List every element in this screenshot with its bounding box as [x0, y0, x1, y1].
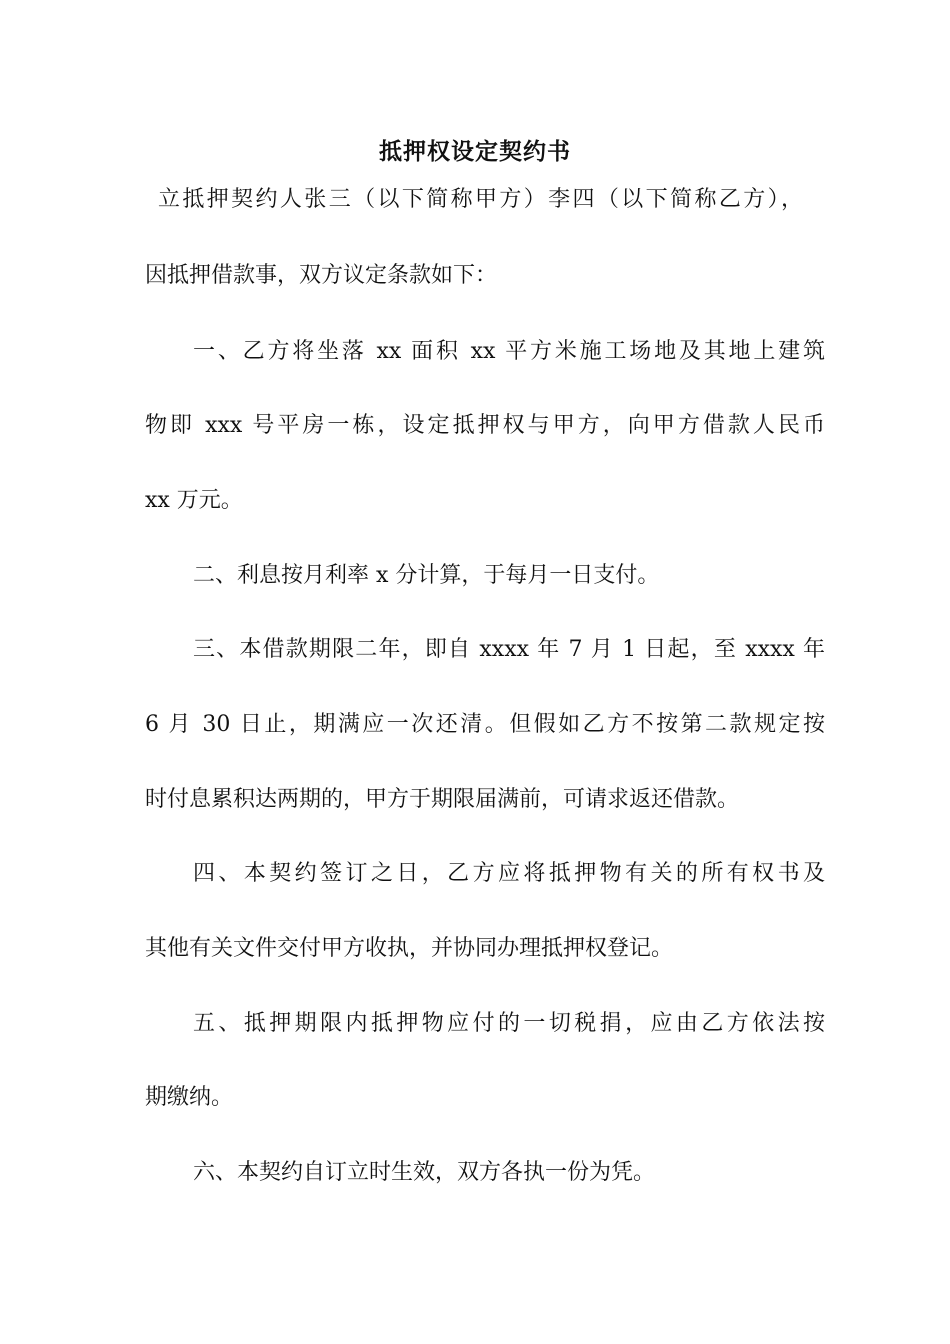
clause-5-line: 五、抵押期限内抵押物应付的一切税捐，应由乙方依法按	[193, 1011, 825, 1036]
clause-1-line: 物即 xxx 号平房一栋，设定抵押权与甲方，向甲方借款人民币	[145, 413, 825, 438]
document-title: 抵押权设定契约书	[379, 138, 571, 165]
clause-4-line: 四、本契约签订之日，乙方应将抵押物有关的所有权书及	[193, 861, 825, 886]
clause-3-line: 时付息累积达两期的，甲方于期限届满前，可请求返还借款。	[145, 787, 740, 812]
clause-3-line: 三、本借款期限二年，即自 xxxx 年 7 月 1 日起，至 xxxx 年	[193, 637, 825, 662]
clause-4-line: 其他有关文件交付甲方收执，并协同办理抵押权登记。	[145, 936, 674, 961]
clause-5-line: 期缴纳。	[145, 1085, 234, 1110]
paragraph-line: 因抵押借款事，双方议定条款如下：	[145, 263, 498, 288]
clause-1-line: 一、乙方将坐落 xx 面积 xx 平方米施工场地及其地上建筑	[193, 339, 825, 364]
clause-6-line: 六、本契约自订立时生效，双方各执一份为凭。	[193, 1160, 656, 1185]
clause-2-line: 二、利息按月利率 x 分计算，于每月一日支付。	[193, 563, 660, 588]
clause-1-line: xx 万元。	[145, 488, 243, 513]
paragraph-line: 立抵押契约人张三（以下简称甲方）李四（以下简称乙方），	[158, 187, 803, 212]
clause-3-line: 6 月 30 日止，期满应一次还清。但假如乙方不按第二款规定按	[145, 712, 825, 737]
